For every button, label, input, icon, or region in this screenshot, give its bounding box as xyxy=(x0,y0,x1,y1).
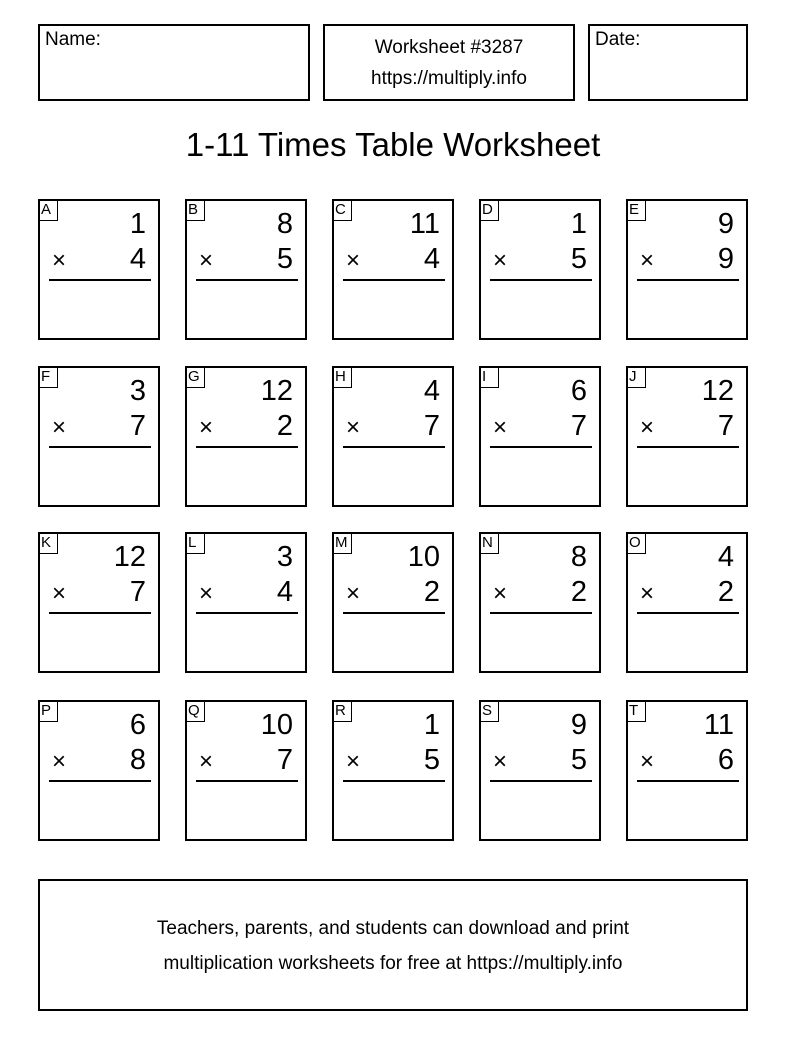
problem-letter: S xyxy=(479,700,499,722)
multiplicand: 10 xyxy=(260,709,293,741)
multiplicand: 9 xyxy=(717,208,734,240)
problem-card xyxy=(626,366,748,507)
answer-line xyxy=(490,446,592,448)
worksheet-info-box xyxy=(323,24,575,101)
problem-card xyxy=(479,532,601,673)
answer-line xyxy=(490,279,592,281)
times-sign: × xyxy=(199,580,214,607)
answer-line xyxy=(637,612,739,614)
multiplier: 8 xyxy=(129,744,146,776)
problem-letter: C xyxy=(332,199,352,221)
multiplicand: 11 xyxy=(703,709,734,741)
problem-card xyxy=(332,532,454,673)
answer-line xyxy=(49,279,151,281)
problem-card xyxy=(38,700,160,841)
multiplicand: 12 xyxy=(113,541,146,573)
multiplier: 9 xyxy=(717,243,734,275)
multiplicand: 4 xyxy=(423,375,440,407)
times-sign: × xyxy=(52,414,67,441)
name-label: Name: xyxy=(45,29,101,50)
worksheet-url: https://multiply.info xyxy=(371,68,527,89)
problem-card xyxy=(38,366,160,507)
multiplier: 5 xyxy=(570,744,587,776)
page-title: 1-11 Times Table Worksheet xyxy=(185,126,601,163)
problem-letter: G xyxy=(185,366,205,388)
multiplier: 7 xyxy=(129,410,146,442)
times-sign: × xyxy=(640,748,655,775)
times-sign: × xyxy=(640,247,655,274)
problem-card xyxy=(332,366,454,507)
multiplicand: 12 xyxy=(701,375,734,407)
worksheet-number: Worksheet #3287 xyxy=(374,37,524,58)
footer-line-1: Teachers, parents, and students can download and print xyxy=(156,918,630,939)
answer-line xyxy=(196,446,298,448)
answer-line xyxy=(49,446,151,448)
problem-letter: O xyxy=(626,532,646,554)
times-sign: × xyxy=(346,247,361,274)
problem-card xyxy=(479,366,601,507)
times-sign: × xyxy=(493,247,508,274)
multiplier: 2 xyxy=(276,410,293,442)
date-label: Date: xyxy=(595,29,641,50)
answer-line xyxy=(343,446,445,448)
times-sign: × xyxy=(640,580,655,607)
times-sign: × xyxy=(493,414,508,441)
problem-card xyxy=(185,366,307,507)
multiplicand: 1 xyxy=(570,208,587,240)
multiplier: 2 xyxy=(423,576,440,608)
multiplicand: 6 xyxy=(129,709,146,741)
problem-card xyxy=(38,532,160,673)
answer-line xyxy=(49,612,151,614)
times-sign: × xyxy=(493,748,508,775)
times-sign: × xyxy=(640,414,655,441)
problem-card xyxy=(626,700,748,841)
problem-letter: H xyxy=(332,366,352,388)
times-sign: × xyxy=(52,247,67,274)
multiplicand: 9 xyxy=(570,709,587,741)
problem-card xyxy=(185,700,307,841)
problem-letter: P xyxy=(38,700,58,722)
problem-letter: T xyxy=(626,700,646,722)
answer-line xyxy=(196,279,298,281)
answer-line xyxy=(637,780,739,782)
answer-line xyxy=(490,780,592,782)
problem-letter: M xyxy=(332,532,352,554)
footer-text xyxy=(40,911,746,981)
problem-letter: F xyxy=(38,366,58,388)
problem-letter: R xyxy=(332,700,352,722)
problem-letter: I xyxy=(479,366,499,388)
times-sign: × xyxy=(346,748,361,775)
answer-line xyxy=(490,612,592,614)
multiplier: 5 xyxy=(570,243,587,275)
problem-card xyxy=(332,199,454,340)
times-sign: × xyxy=(199,247,214,274)
multiplicand: 3 xyxy=(129,375,146,407)
answer-line xyxy=(343,279,445,281)
times-sign: × xyxy=(52,580,67,607)
problem-letter: J xyxy=(626,366,646,388)
multiplicand: 10 xyxy=(407,541,440,573)
answer-line xyxy=(196,780,298,782)
multiplier: 4 xyxy=(423,243,440,275)
answer-line xyxy=(196,612,298,614)
answer-line xyxy=(637,279,739,281)
problem-card xyxy=(38,199,160,340)
multiplier: 4 xyxy=(129,243,146,275)
multiplier: 2 xyxy=(717,576,734,608)
times-sign: × xyxy=(52,748,67,775)
multiplier: 7 xyxy=(129,576,146,608)
multiplicand: 1 xyxy=(423,709,440,741)
problem-card xyxy=(185,199,307,340)
problem-letter: N xyxy=(479,532,499,554)
multiplicand: 1 xyxy=(129,208,146,240)
problem-letter: K xyxy=(38,532,58,554)
multiplier: 7 xyxy=(423,410,440,442)
multiplier: 4 xyxy=(276,576,293,608)
multiplier: 5 xyxy=(276,243,293,275)
multiplier: 5 xyxy=(423,744,440,776)
problem-letter: A xyxy=(38,199,58,221)
problem-letter: Q xyxy=(185,700,205,722)
times-sign: × xyxy=(493,580,508,607)
footer-box xyxy=(38,879,748,1011)
times-sign: × xyxy=(346,580,361,607)
multiplicand: 4 xyxy=(717,541,734,573)
answer-line xyxy=(343,780,445,782)
problem-card xyxy=(626,199,748,340)
answer-line xyxy=(49,780,151,782)
multiplier: 2 xyxy=(570,576,587,608)
problem-letter: D xyxy=(479,199,499,221)
problem-card xyxy=(332,700,454,841)
multiplicand: 3 xyxy=(276,541,293,573)
multiplier: 7 xyxy=(276,744,293,776)
multiplier: 6 xyxy=(717,744,734,776)
multiplicand: 6 xyxy=(570,375,587,407)
multiplier: 7 xyxy=(717,410,734,442)
multiplicand: 8 xyxy=(570,541,587,573)
multiplier: 7 xyxy=(570,410,587,442)
multiplicand: 11 xyxy=(409,208,440,240)
problem-card xyxy=(626,532,748,673)
multiplicand: 8 xyxy=(276,208,293,240)
name-field-box xyxy=(38,24,310,101)
problem-letter: E xyxy=(626,199,646,221)
answer-line xyxy=(637,446,739,448)
footer-line-2: multiplication worksheets for free at https://multiply.info xyxy=(163,953,623,974)
times-sign: × xyxy=(199,748,214,775)
problem-card xyxy=(185,532,307,673)
times-sign: × xyxy=(199,414,214,441)
multiplicand: 12 xyxy=(260,375,293,407)
times-sign: × xyxy=(346,414,361,441)
problem-card xyxy=(479,700,601,841)
problem-letter: L xyxy=(185,532,205,554)
problem-card xyxy=(479,199,601,340)
problem-letter: B xyxy=(185,199,205,221)
date-field-box xyxy=(588,24,748,101)
answer-line xyxy=(343,612,445,614)
